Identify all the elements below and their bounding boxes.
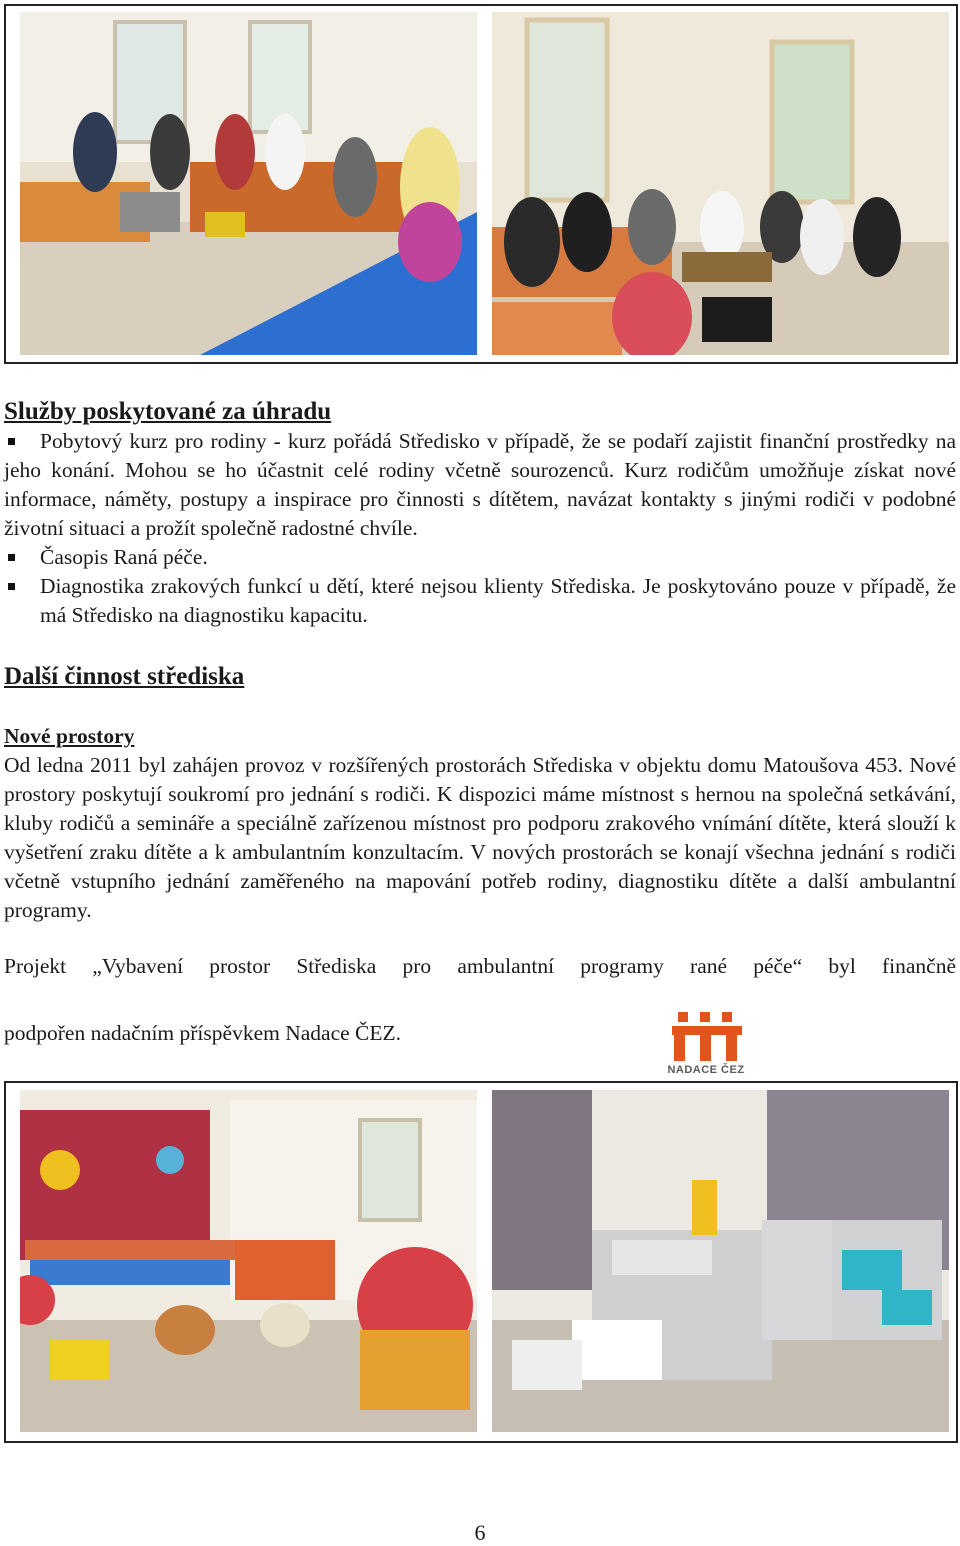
bullet-square-icon <box>8 554 15 561</box>
project-line-2: podpořen nadačním příspěvkem Nadace ČEZ. <box>4 1021 402 1045</box>
page-number: 6 <box>474 1520 486 1545</box>
other-activity-section <box>4 662 956 1048</box>
list-item <box>4 572 956 630</box>
photo-playroom <box>20 1090 477 1432</box>
paid-services-section <box>4 397 956 630</box>
bullet-square-icon <box>8 438 15 445</box>
photo-parents-with-child <box>20 12 477 355</box>
list-item <box>4 543 956 572</box>
photo-parents-meeting <box>492 12 949 355</box>
new-premises-subheading: Nové prostory <box>4 724 135 748</box>
logo-text: NADACE ČEZ <box>667 1064 745 1076</box>
new-premises-paragraph: Od ledna 2011 byl zahájen provoz v rozšířených prostorách Střediska v objektu domu Matoušova 453. Nové prostory poskytují soukromí pro jednání s rodiči. K dispozici máme místnost s hernou na společná setkávání, kluby rodičů a semináře a speciálně zařízenou místnost pro podporu zrakového vnímání dítěte, která slouží k vyšetření zraku dítěte a k ambulantním konzultacím. V nových prostorách se konají všechna jednání s rodiči včetně vstupního jednání zaměřeného na mapování potřeb rodiny, diagnostiku dítěte a další ambulantní programy. <box>4 753 956 922</box>
paid-services-heading: Služby poskytované za úhradu <box>4 398 332 425</box>
bullet-square-icon <box>8 583 15 590</box>
nadace-cez-logo-mark <box>660 1010 752 1064</box>
project-line-1: Projekt „Vybavení prostor Střediska pro ambulantní programy rané péče“ byl finančně <box>4 954 956 978</box>
list-item-text: Diagnostika zrakových funkcí u dětí, které nejsou klienty Střediska. Je poskytováno pouze v případě, že má Středisko na diagnostiku kapacitu. <box>40 574 956 627</box>
list-item-text: Časopis Raná péče. <box>40 545 208 569</box>
nadace-cez-logo <box>660 1010 752 1080</box>
list-item-text: Pobytový kurz pro rodiny - kurz pořádá Středisko v případě, že se podaří zajistit finanční prostředky na jeho konání. Mohou se ho účastnit celé rodiny včetně sourozenců. Kurz rodičům umožňuje získat nové informace, náměty, postupy a inspirace pro činnosti s dítětem, navázat kontakty s jinými rodiči v podobné životní situaci a prožít společně radostné chvíle. <box>4 429 956 540</box>
photo-vision-room <box>492 1090 949 1432</box>
other-activity-heading: Další činnost střediska <box>4 663 245 690</box>
list-item <box>4 427 956 543</box>
